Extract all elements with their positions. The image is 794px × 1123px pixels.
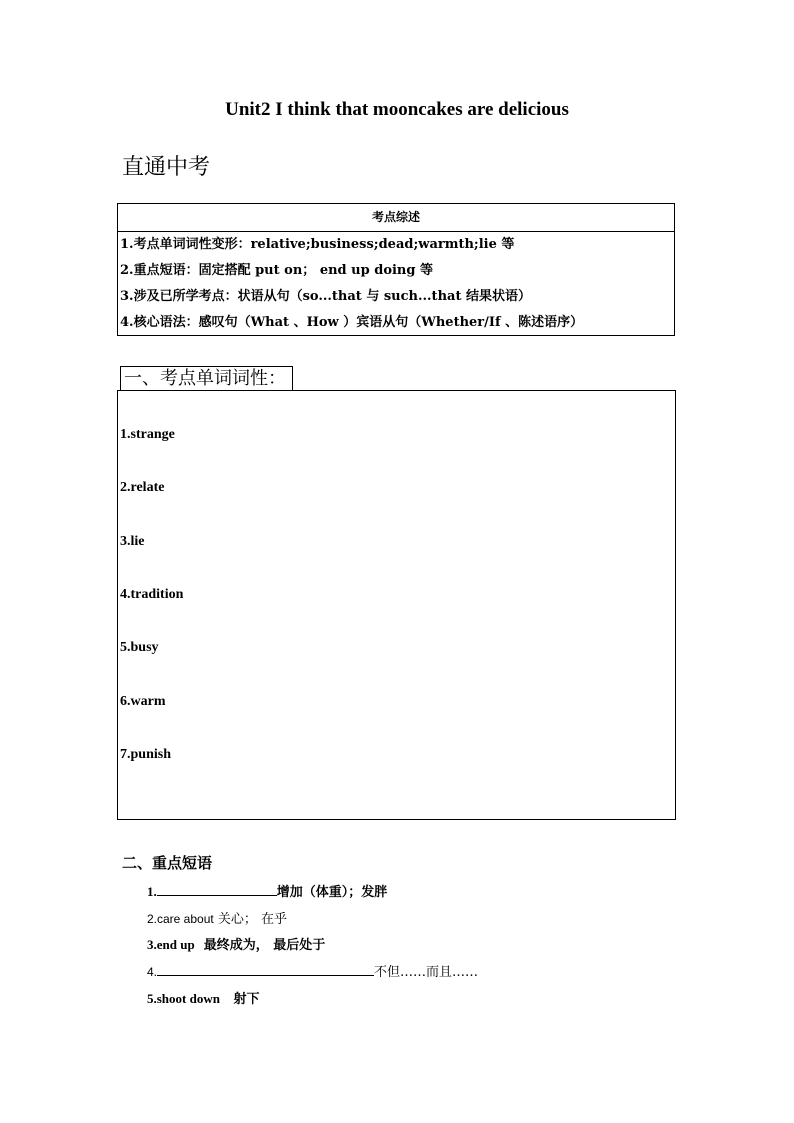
word-item: 3.lie xyxy=(120,534,145,549)
phrase-meaning: 最终成为， 最后处于 xyxy=(203,938,326,953)
document-title: Unit2 I think that mooncakes are delicious xyxy=(225,99,569,120)
summary-row: 1.考点单词词性变形：relative;business;dead;warmth;lie 等 xyxy=(120,237,515,252)
summary-table xyxy=(117,203,675,336)
summary-header: 考点综述 xyxy=(118,204,674,232)
phrase-meaning: 不但……而且…… xyxy=(374,965,479,980)
summary-row: 3.涉及已所学考点：状语从句（so...that 与 such...that 结果状语） xyxy=(120,289,531,304)
word-item: 5.busy xyxy=(120,640,159,655)
phrase-item xyxy=(147,908,287,927)
phrase-term: 5.shoot down xyxy=(147,991,220,1006)
answer-blank[interactable] xyxy=(157,882,277,896)
phrase-meaning: 增加（体重）；发胖 xyxy=(276,885,388,900)
phrase-meaning: 关心； 在乎 xyxy=(217,912,287,927)
answer-blank[interactable] xyxy=(157,962,374,976)
word-item: 2.relate xyxy=(120,480,165,495)
summary-row: 2.重点短语：固定搭配 put on； end up doing 等 xyxy=(120,263,433,278)
summary-row: 4.核心语法：感叹句（What 、How ）宾语从句（Whether/If 、陈述语序） xyxy=(120,315,584,330)
section2-label: 二、重点短语 xyxy=(122,854,213,872)
word-item: 6.warm xyxy=(120,694,166,709)
phrase-term: 3.end up xyxy=(147,937,195,952)
phrase-item xyxy=(147,934,325,953)
word-forms-box xyxy=(117,390,676,820)
word-item: 1.strange xyxy=(120,427,175,442)
phrase-number: 1. xyxy=(147,884,157,899)
phrase-meaning: 射下 xyxy=(233,992,260,1007)
phrase-term: 2.care about xyxy=(147,912,214,926)
phrase-item xyxy=(147,988,260,1007)
word-item: 7.punish xyxy=(120,747,171,762)
phrase-item xyxy=(147,881,387,900)
section1-label: 一、考点单词词性： xyxy=(120,366,293,391)
word-item: 4.tradition xyxy=(120,587,184,602)
phrase-item xyxy=(147,961,478,980)
phrase-number: 4. xyxy=(147,965,158,979)
section-subheading: 直通中考 xyxy=(122,155,211,180)
